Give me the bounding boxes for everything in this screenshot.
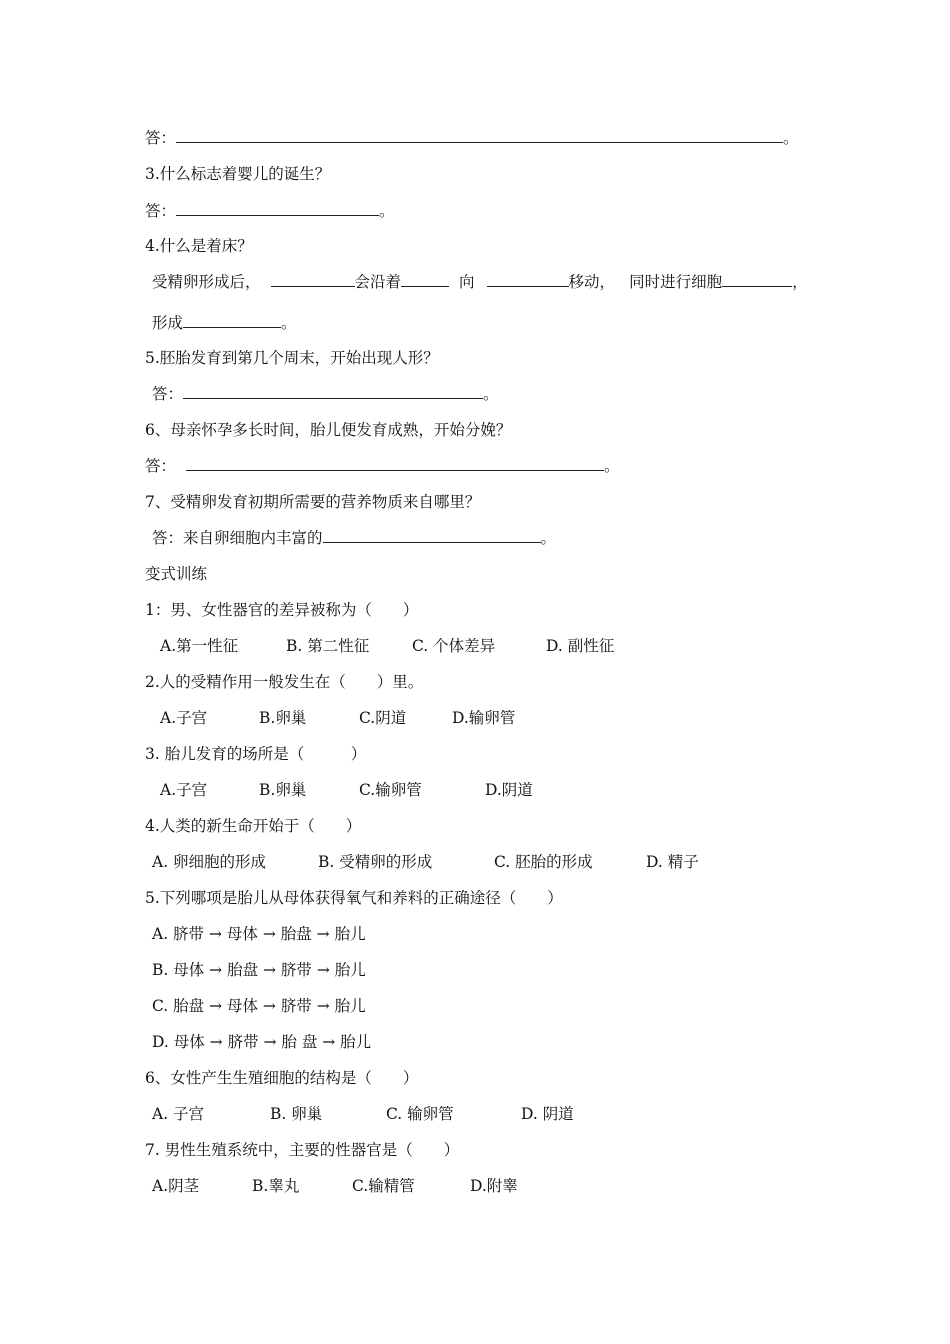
- option-a[interactable]: A. 卵细胞的形成: [152, 853, 267, 871]
- option-d[interactable]: D. 副性征: [546, 637, 615, 655]
- answer-label: 答：: [145, 202, 177, 220]
- section-title: 变式训练: [145, 565, 208, 583]
- option-d[interactable]: D.附睾: [470, 1177, 518, 1195]
- option-c[interactable]: C. 个体差异: [412, 637, 496, 655]
- fill-blank[interactable]: [271, 272, 355, 287]
- mc-question-2: 2.人的受精作用一般发生在（ ）里。: [145, 673, 424, 691]
- answer-blank[interactable]: [183, 384, 483, 399]
- answer-blank[interactable]: [176, 128, 783, 143]
- option-c[interactable]: C. 输卵管: [386, 1105, 454, 1123]
- question-5: 5.胚胎发育到第几个周末，开始出现人形？: [145, 349, 439, 367]
- question-6: 6、母亲怀孕多长时间，胎儿便发育成熟，开始分娩？: [145, 421, 512, 439]
- question-3: 3.什么标志着婴儿的诞生？: [145, 165, 331, 183]
- option-c[interactable]: C.输卵管: [359, 781, 422, 799]
- option-a[interactable]: A. 子宫: [152, 1105, 205, 1123]
- fill-blank[interactable]: [722, 272, 792, 287]
- fill-blank[interactable]: [487, 272, 569, 287]
- option-a[interactable]: A. 脐带 → 母体 → 胎盘 → 胎儿: [152, 925, 366, 943]
- q5-answer-line: 答： 。: [152, 385, 499, 403]
- fill-blank[interactable]: [183, 313, 281, 328]
- mc-question-7: 7. 男性生殖系统中，主要的性器官是（ ）: [145, 1141, 460, 1159]
- question-7: 7、受精卵发育初期所需要的营养物质来自哪里？: [145, 493, 481, 511]
- option-b[interactable]: B. 受精卵的形成: [318, 853, 433, 871]
- answer-label: 答：: [152, 385, 184, 403]
- q7-answer-line: 答：来自卵细胞内丰富的 。: [152, 529, 557, 547]
- option-c[interactable]: C. 胚胎的形成: [494, 853, 593, 871]
- mc-question-4: 4.人类的新生命开始于（ ）: [145, 817, 362, 835]
- q2-answer-line: 答： 。: [145, 129, 799, 147]
- option-d[interactable]: D. 阴道: [521, 1105, 574, 1123]
- option-d[interactable]: D. 精子: [646, 853, 699, 871]
- mc-question-6: 6、女性产生生殖细胞的结构是（ ）: [145, 1069, 419, 1087]
- answer-blank[interactable]: [176, 201, 379, 216]
- answer-blank[interactable]: [186, 456, 604, 471]
- option-c[interactable]: C.输精管: [352, 1177, 415, 1195]
- mc-question-3: 3. 胎儿发育的场所是（ ）: [145, 745, 367, 763]
- option-b[interactable]: B. 卵巢: [270, 1105, 323, 1123]
- option-a[interactable]: A.第一性征: [160, 637, 239, 655]
- q6-answer-line: 答： 。: [145, 457, 620, 475]
- option-d[interactable]: D.输卵管: [452, 709, 516, 727]
- q4-fill-line-2: 形成 。: [152, 314, 297, 332]
- option-b[interactable]: B. 母体 → 胎盘 → 脐带 → 胎儿: [152, 961, 366, 979]
- q3-answer-line: 答： 。: [145, 202, 395, 220]
- fill-blank[interactable]: [401, 272, 449, 287]
- answer-label: 答：: [145, 457, 177, 475]
- q4-fill-line-1: 受精卵形成后， 会沿着 向 移动， 同时进行细胞 ，: [152, 273, 808, 291]
- option-a[interactable]: A.子宫: [160, 709, 208, 727]
- option-d[interactable]: D.阴道: [485, 781, 533, 799]
- mc-question-1: 1：男、女性器官的差异被称为（ ）: [145, 601, 419, 619]
- mc-question-5: 5.下列哪项是胎儿从母体获得氧气和养料的正确途径（ ）: [145, 889, 563, 907]
- option-c[interactable]: C. 胎盘 → 母体 → 脐带 → 胎儿: [152, 997, 366, 1015]
- option-c[interactable]: C.阴道: [359, 709, 407, 727]
- option-a[interactable]: A.阴茎: [152, 1177, 200, 1195]
- option-b[interactable]: B.卵巢: [259, 709, 307, 727]
- answer-blank[interactable]: [323, 528, 541, 543]
- option-b[interactable]: B.卵巢: [259, 781, 307, 799]
- answer-label: 答：: [145, 129, 177, 147]
- option-a[interactable]: A.子宫: [160, 781, 208, 799]
- option-b[interactable]: B. 第二性征: [286, 637, 370, 655]
- question-4: 4.什么是着床？: [145, 237, 253, 255]
- option-d[interactable]: D. 母体 → 脐带 → 胎 盘 → 胎儿: [152, 1033, 372, 1051]
- option-b[interactable]: B.睾丸: [252, 1177, 300, 1195]
